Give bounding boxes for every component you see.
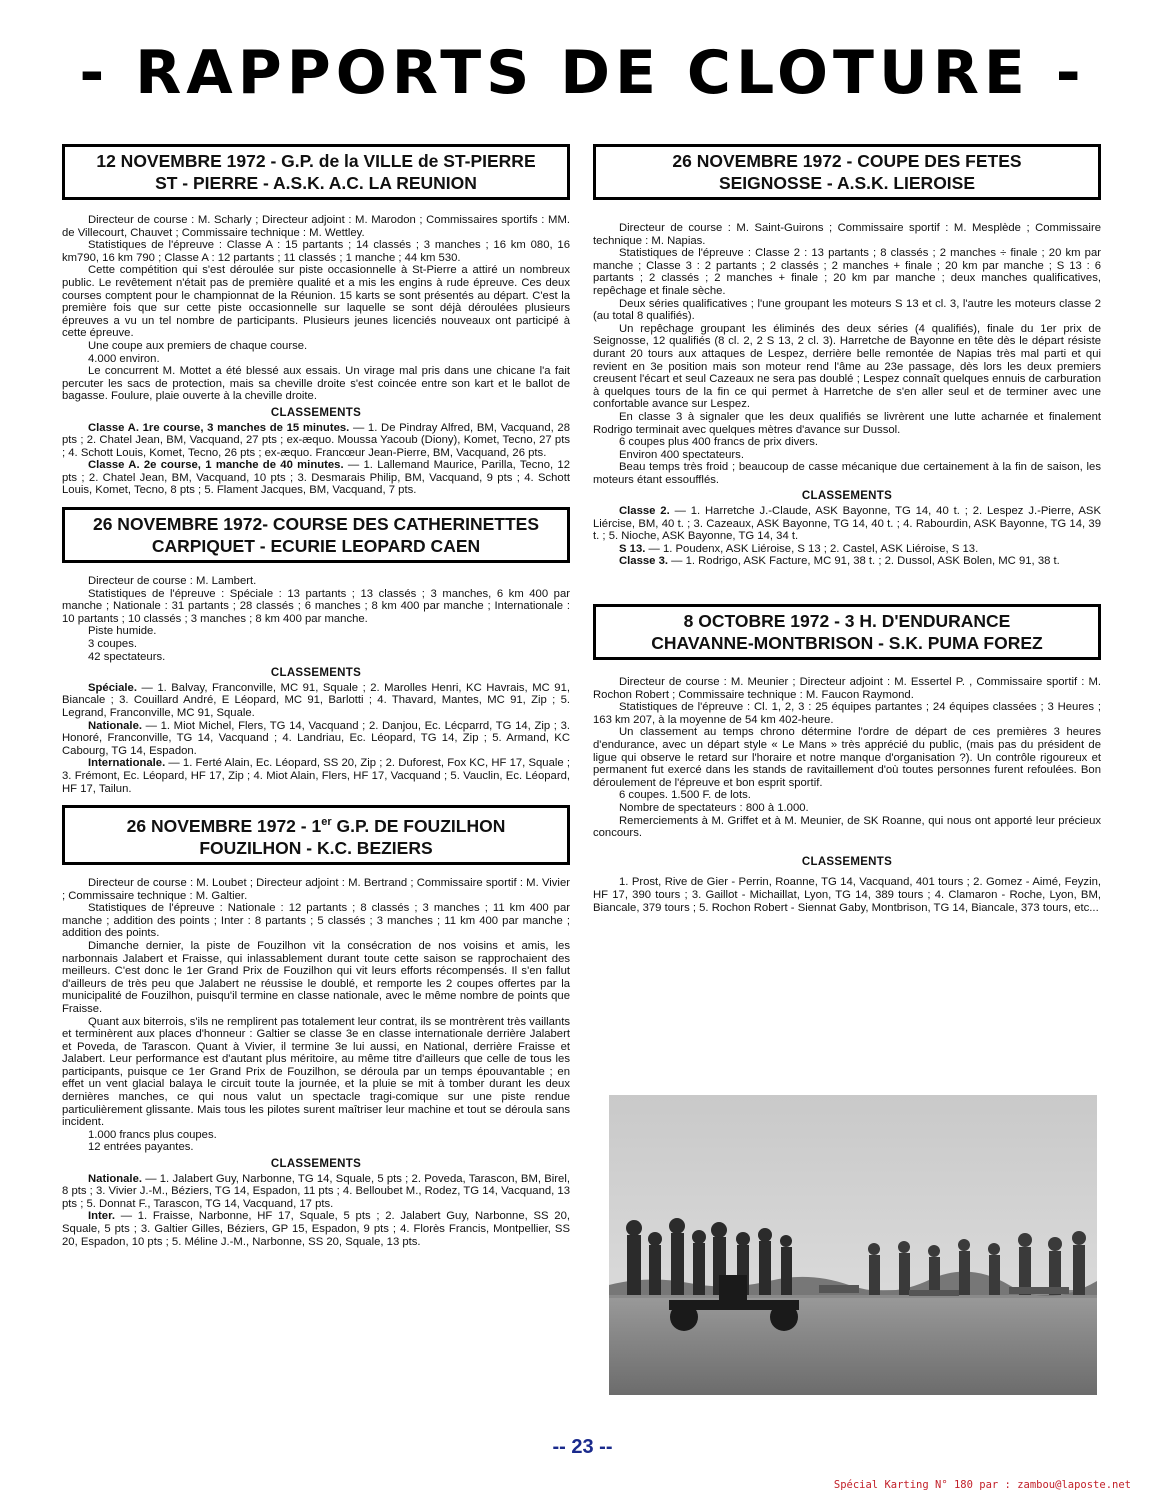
article-heading-line-1: 26 NOVEMBRE 1972- COURSE DES CATHERINETTES [92, 514, 540, 535]
paragraph: Piste humide. [88, 625, 157, 638]
result-paragraph [62, 720, 570, 758]
article-heading-line-1: 12 NOVEMBRE 1972 - G.P. de la VILLE de ST-PIERRE [96, 151, 536, 171]
result-text: — 1. De Pindray Alfred, BM, Vacquand, 28 pts ; 2. Chatel Jean, BM, Vacquand, 27 pts ; ex-æquo. Moussa Yacoub (Diony), Komet, Tecno, 27 pts ; 4. Schott Louis, Komet, Tecno, 26 pts ; ex-æquo. Francœur Jean-Pierre, BM, Vacquand, 26 pts. [62, 421, 570, 459]
heading-part: G.P. DE FOUZILHON [331, 815, 506, 836]
paragraph: Deux séries qualificatives ; l'une groupant les moteurs S 13 et cl. 3, l'autre les moteurs classe 2 (au total 8 qualifiés). [593, 297, 1101, 323]
result-label: S 13. [619, 542, 646, 555]
paragraph: Statistiques de l'épreuve : Spéciale : 13 partants ; 13 classés ; 3 manches, 6 km 400 par manche ; Nationale : 31 partants ; 28 classés ; 6 manches ; 8 km 400 par manche ; Internationale : 10 partants ; 10 classés ; 3 manches ; 8 km 400 par manche. [62, 587, 570, 625]
result-paragraph [62, 757, 570, 795]
photo-illustration [609, 1095, 1097, 1395]
footer-credit: Spécial Karting N° 180 par : zambou@laposte.net [833, 1479, 1131, 1491]
article-heading-line-1: 26 NOVEMBRE 1972 - COUPE DES FETES [672, 151, 1022, 171]
paragraph: 6 coupes plus 400 francs de prix divers. [619, 436, 819, 449]
paragraph: 4.000 environ. [88, 352, 160, 365]
paragraph: Cette compétition qui s'est déroulée sur piste occasionnelle à St-Pierre a attiré un nombreux public. Le revêtement n'était pas de première qualité et a mis les engins à rude épreuve. Ces deux courses comptent pour le championnat de la Réunion. 15 karts se sont présentés au départ. C'est la première fois que sur cette piste occasionnelle sur laquelle se sont déjà déroulées plusieurs épreuves a vu un tel nombre de participants. Plusieurs jeunes licenciés nouveaux ont participé à cette épreuve. [62, 264, 570, 340]
article-heading-carpiquet [62, 507, 570, 563]
paragraph: Statistiques de l'épreuve : Classe A : 15 partants ; 14 classés ; 3 manches ; 16 km 080, 16 km790, 16 km 790 ; Classe A : 12 partants ; 11 classés ; 1 manche ; 44 km 530. [62, 239, 570, 264]
paragraph: 3 coupes. [88, 638, 137, 651]
paragraph: Directeur de course : M. Saint-Guirons ; Commissaire sportif : M. Mesplède ; Commissaire technique : M. Napias. [593, 222, 1101, 247]
result-text: — 1. Rodrigo, ASK Facture, MC 91, 38 t. ; 2. Dussol, ASK Bolen, MC 91, 38 t. [668, 555, 1060, 568]
result-label: Classe A. 2e course, 1 manche de 40 minutes. [88, 459, 344, 472]
result-label: Classe 2. [619, 505, 670, 518]
paragraph: Statistiques de l'épreuve : Classe 2 : 13 partants ; 8 classés ; 2 manches ÷ finale ; 20 km par manche ; Classe 3 : 2 partants ; 2 classés ; 2 manches + finale ; 20 km par manche ; S 13 : 6 partants ; 2 classés ; 2 manches + finale ; 20 km par manche ; deux manches qualificatives, repêchage et finale sèche. [593, 247, 1101, 297]
paragraph: Beau temps très froid ; beaucoup de casse mécanique due certainement à la fin de saison, les moteurs étant essoufflés. [593, 461, 1101, 486]
heading-superscript: er [321, 816, 332, 829]
article-heading-seignosse [593, 144, 1101, 200]
classements-title: CLASSEMENTS [801, 490, 893, 503]
result-label: Spéciale. [88, 681, 137, 694]
result-text: — 1. Miot Michel, Flers, TG 14, Vacquand ; 2. Danjou, Ec. Lécparrd, TG 14, Zip ; 3. Honoré, Franconville, TG 14, Vacquand ; 4. Landriau, Ec. Léopard, TG 14, Zip ; 5. Armand, KC Cabourg, TG 14, Espadon. [62, 719, 570, 757]
article-heading-line-2: FOUZILHON - K.C. BEZIERS [199, 837, 433, 858]
paragraph: Quant aux biterrois, s'ils ne remplirent pas totalement leur contrat, ils se montrèrent très vaillants et terminèrent aux places d'honneur : Galtier se classe 3e en classe internationale derrière Jalabert et Poveda, de Tarascon. Quant à Vivier, il termine 3e lui aussi, en National, derrière Fraisse et Jalabert. Leur performance est d'autant plus méritoire, au même titre d'ailleurs que celle de tous les participants, puisque ce 1er Grand Prix de Fouzilhon, se déroula par un temps épouvantable ; en effet un vent glacial balaya le circuit toute la journée, et la pluie se mit à tomber durant les deux dernières manches, ce qui nous valut un spectacle tragi-comique sur une piste rendue particulièrement glissante. Mais tous les pilotes surent maîtriser leur machine et tout se déroula sans incident. [62, 1015, 570, 1129]
paragraph: Nombre de spectateurs : 800 à 1.000. [619, 801, 809, 814]
article-body-carpiquet [62, 575, 570, 795]
result-text: — 1. Harretche J.-Claude, ASK Bayonne, TG 14, 40 t. ; 2. Lespez J.-Pierre, ASK Liércise, BM, 40 t. ; 3. Cazeaux, ASK Bayonne, TG 14, 40 t. ; 4. Rabourdin, ASK Bayonne, TG 14, 39 t. ; 5. Nioche, ASK Bayonne, TG 14, 34 t. [593, 505, 1101, 543]
result-label: Classe A. 1re course, 3 manches de 15 minutes. [88, 421, 350, 434]
page-number: -- 23 -- [552, 1436, 613, 1458]
paragraph: Environ 400 spectateurs. [619, 448, 744, 461]
article-body-saint-pierre [62, 214, 570, 497]
paragraph: 12 entrées payantes. [88, 1141, 194, 1154]
result-text: — 1. Fraisse, Narbonne, HF 17, Squale, 5 pts ; 2. Jalabert Guy, Narbonne, SS 20, Squale, 5 pts ; 3. Galtier Gilles, Béziers, GP 15, Espadon, 9 pts ; 4. Florès Francis, Montpellier, SS 20, Espadon, 10 pts ; 5. Méline J.-M., Narbonne, SS 20, Squale, 13 pts. [62, 1210, 570, 1248]
result-label: Inter. [88, 1210, 115, 1223]
result-paragraph [62, 459, 570, 497]
result-paragraph [62, 1173, 570, 1211]
article-body-fouzilhon [62, 877, 570, 1248]
paragraph: En classe 3 à signaler que les deux qualifiés se livrèrent une lutte acharnée et finalement Rodrigo terminait avec quelques mètres d'avance sur Dussol. [593, 410, 1101, 436]
result-paragraph [62, 1210, 570, 1248]
classements-title: CLASSEMENTS [270, 1158, 362, 1171]
paragraph: Un repêchage groupant les éliminés des deux séries (4 qualifiés), finale du 1er prix de Seignosse, 12 qualifiés (8 cl. 2, 2 S 13, 2 cl. 3). Harretche de Bayonne en tête dès le départ résiste durant 20 tours aux attaques de Lespez, derrière belle remontée de Napias très mal parti et qui revient en 3e position mais son moteur rend l'âme au 23e passage, dès lors les deux premiers creusent l'écart et seul Cazeaux ne sera pas doublé ; Lespez connaît quelques ennuis de carburation à quelques tours de la fin ce qui permet à Harretche de s'en aller seul et de terminer avec une confortable avance sur Lespez. [593, 322, 1101, 411]
article-body-chavanne [593, 676, 1101, 914]
paragraph: 1.000 francs plus coupes. [88, 1128, 217, 1141]
paragraph: Remerciements à M. Griffet et à M. Meunier, de SK Roanne, qui nous ont apporté leur précieux concours. [593, 814, 1101, 840]
paragraph: Directeur de course : M. Scharly ; Directeur adjoint : M. Marodon ; Commissaires sportifs : MM. de Villecourt, Chauvet ; Commissaire technique : M. Wettley. [62, 214, 570, 239]
result-paragraph [593, 555, 1101, 568]
right-column [593, 144, 1101, 914]
result-text: — 1. Poudenx, ASK Liéroise, S 13 ; 2. Castel, ASK Liéroise, S 13. [645, 542, 979, 555]
article-heading-chavanne [593, 604, 1101, 660]
page-title: - RAPPORTS DE CLOTURE - [79, 38, 1086, 108]
article-heading-saint-pierre [62, 144, 570, 200]
result-label: Nationale. [88, 719, 142, 732]
paragraph: 6 coupes. 1.500 F. de lots. [619, 789, 751, 802]
heading-part: 26 NOVEMBRE 1972 - 1 [126, 815, 322, 836]
paragraph: 42 spectateurs. [88, 650, 166, 663]
classements-title: CLASSEMENTS [270, 406, 362, 419]
paragraph: Une coupe aux premiers de chaque course. [88, 339, 308, 352]
paragraph: Directeur de course : M. Lambert. [88, 575, 257, 588]
article-heading-line-2: SEIGNOSSE - A.S.K. LIEROISE [718, 173, 976, 193]
paragraph: Statistiques de l'épreuve : Cl. 1, 2, 3 : 25 équipes partantes ; 24 équipes classées ; 3 Heures ; 163 km 207, à la moyenne de 54 km 402-heure. [593, 701, 1101, 726]
paragraph: Statistiques de l'épreuve : Nationale : 12 partants ; 8 classés ; 3 manches ; 11 km 400 par manche ; addition des points ; Inter : 8 partants ; 5 classés ; 3 manches ; 11 km 400 par manche ; addition des points. [62, 902, 570, 940]
paragraph: Directeur de course : M. Loubet ; Directeur adjoint : M. Bertrand ; Commissaire sportif : M. Vivier ; Commissaire technique : M. Galtier. [62, 876, 570, 902]
article-heading-line-1 [71, 811, 561, 837]
result-text: — 1. Balvay, Franconville, MC 91, Squale ; 2. Marolles Henri, KC Havrais, MC 91, Biancale ; 3. Couillard André, E Léopard, MC 91, Barlotti ; 4. Thavard, Mantes, MC 91, Zip ; 5. Legrand, Franconville, MC 91, Squale. [62, 681, 570, 719]
result-paragraph: 1. Prost, Rive de Gier - Perrin, Roanne, TG 14, Vacquand, 401 tours ; 2. Gomez - Aimé, Feyzin, HF 17, 390 tours ; 3. Gaillot - Michaillat, Lyon, TG 14, 389 tours ; 4. Clamaron - Roche, Lyon, BM, Biancale, 379 tours ; 5. Rochon Robert - Siennat Gaby, Montbrison, TG 14, Biancale, 373 tours, etc... [593, 876, 1101, 914]
result-paragraph [62, 682, 570, 720]
result-label: Internationale. [88, 757, 166, 770]
result-text: — 1. Ferté Alain, Ec. Léopard, SS 20, Zip ; 2. Duforest, Fox KC, HF 17, Squale ; 3. Frémont, Ec. Léopard, HF 17, Zip ; 4. Miot Alain, Flers, HF 17, Vacquand ; 5. Vauclin, Ec. Léopard, HF 17, Tailun. [62, 757, 570, 795]
article-heading-line-2: CARPIQUET - ECURIE LEOPARD CAEN [151, 536, 481, 557]
paragraph: Directeur de course : M. Meunier ; Directeur adjoint : M. Essertel P. , Commissaire sportif : M. Rochon Robert ; Commissaire technique : M. Faucon Raymond. [593, 676, 1101, 701]
classements-title: CLASSEMENTS [270, 667, 362, 680]
paragraph: Dimanche dernier, la piste de Fouzilhon vit la consécration de nos voisins et amis, les narbonnais Jalabert et Fraisse, qui inlassablement durant toute cette saison se rapprochaient des meilleurs. C'est donc le 1er Grand Prix de Fouzilhon qui vit leurs efforts récompensés. Il s'en fallut d'ailleurs de très peu que Jalabert ne réussise le doublé, et remporte les 2 coupes offertes par la municipalité de Fouzilhon, puisqu'il termine en classe nationale, avec le même nombre de points que Fraisse. [62, 939, 570, 1015]
article-heading-line-1: 8 OCTOBRE 1972 - 3 H. D'ENDURANCE [683, 611, 1011, 632]
result-text: — 1. Jalabert Guy, Narbonne, TG 14, Squale, 5 pts ; 2. Poveda, Tarascon, BM, Birel, 8 pts ; 3. Vivier J.-M., Béziers, TG 14, Espadon, 11 pts ; 4. Belloubet M., Rodez, TG 14, Vacquand, 13 pts ; 5. Donnat F., Tarascon, TG 14, Vacquand, 17 pts. [62, 1172, 570, 1210]
karting-start-photo-icon [609, 1095, 1097, 1395]
result-paragraph [593, 505, 1101, 543]
result-paragraph [62, 422, 570, 460]
article-heading-line-2: CHAVANNE-MONTBRISON - S.K. PUMA FOREZ [651, 633, 1043, 654]
result-text: — 1. Lallemand Maurice, Parilla, Tecno, 12 pts ; 2. Chatel Jean, BM, Vacquand, 10 pts ; 3. Desmarais Philip, BM, Vacquand, 9 pts ; 4. Schott Louis, Komet, Tecno, 8 pts ; 5. Flament Jacques, BM, Vacquand, 7 pts. [62, 459, 570, 497]
result-label: Nationale. [88, 1172, 142, 1185]
article-body-seignosse [593, 222, 1101, 568]
result-paragraph [593, 543, 1101, 556]
paragraph: Un classement au temps chrono détermine l'ordre de départ de ces premières 3 heures d'endurance, avec un départ style « Le Mans » très apprécié du public, (mais pas du président de ligue qui observe le retard sur l'horaire et notre manque d'organisation ?). Un contrôle rigoureux et permanent fut exercé dans les stands de ravitaillement d'où toutes personnes furent refoulées. Bon déroulement de l'épreuve et bon esprit sportif. [593, 726, 1101, 789]
result-label: Classe 3. [619, 555, 668, 568]
article-heading-fouzilhon [62, 805, 570, 865]
left-column [62, 144, 570, 1248]
classements-title: CLASSEMENTS [801, 855, 893, 868]
paragraph: Le concurrent M. Mottet a été blessé aux essais. Un virage mal pris dans une chicane l'a fait percuter les sacs de protection, mais sa cheville droite s'est coincée entre son kart et le ballot de bagasse. Foulure, plaie ouverte à la cheville droite. [62, 365, 570, 403]
article-heading-line-2: ST - PIERRE - A.S.K. A.C. LA REUNION [155, 173, 477, 193]
